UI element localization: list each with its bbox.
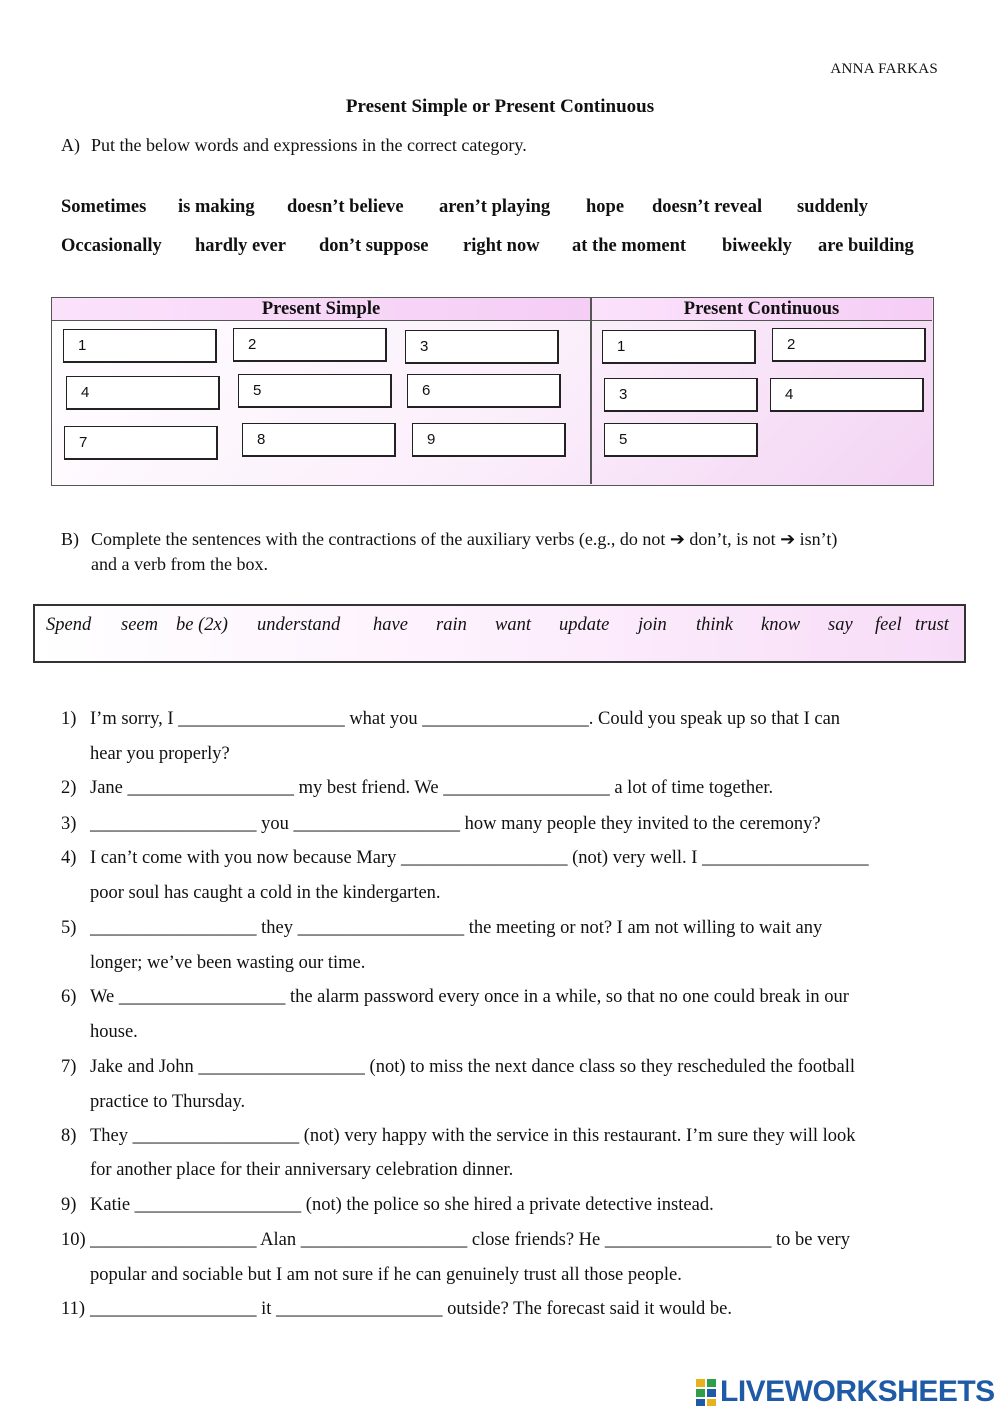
column-divider <box>590 298 592 484</box>
verb-item: be (2x) <box>176 615 228 635</box>
sentence-number: 9) <box>61 1195 77 1215</box>
sentence-number: 3) <box>61 814 77 834</box>
sentence-number: 6) <box>61 987 77 1007</box>
verb-item: want <box>495 615 531 635</box>
liveworksheets-logo-icon <box>696 1377 718 1407</box>
verb-item: understand <box>257 615 341 635</box>
sentence-text: Jake and John __________________ (not) to miss the next dance class so they rescheduled the football <box>90 1057 856 1077</box>
present-simple-header: Present Simple <box>52 298 591 321</box>
word-item: aren’t playing <box>439 197 551 217</box>
sentence-text: __________________ they __________________ the meeting or not? I am not willing to wait any <box>90 918 823 938</box>
verb-item: have <box>373 615 408 635</box>
word-item: right now <box>463 236 540 256</box>
word-item: doesn’t reveal <box>652 197 763 217</box>
word-item: doesn’t believe <box>287 197 404 217</box>
present-simple-answer-box[interactable]: 8 <box>242 423 396 457</box>
word-item: hope <box>586 197 625 217</box>
sentence-text: Jane __________________ my best friend. We __________________ a lot of time together. <box>90 778 774 798</box>
verb-item: trust <box>915 615 949 635</box>
section-b-instruction <box>61 527 941 577</box>
sentence-7-continued: practice to Thursday. <box>90 1092 246 1112</box>
sentence-text: I’m sorry, I __________________ what you __________________. Could you speak up so that I can <box>90 709 841 729</box>
sentence-4-continued: poor soul has caught a cold in the kindergarten. <box>90 883 441 903</box>
sentence-8-continued: for another place for their anniversary celebration dinner. <box>90 1160 514 1180</box>
sentence-text: We __________________ the alarm password every once in a while, so that no one could break in our <box>90 987 849 1007</box>
sentence-text: They __________________ (not) very happy with the service in this restaurant. I’m sure they will look <box>90 1126 856 1146</box>
sentence-number: 11) <box>61 1299 85 1319</box>
section-b-text-line1: Complete the sentences with the contractions of the auxiliary verbs (e.g., do not ➔ don’t, is not ➔ isn’t) <box>91 529 838 549</box>
word-bank-row-2 <box>61 236 941 260</box>
sentence-number: 1) <box>61 709 77 729</box>
present-continuous-answer-box[interactable]: 5 <box>604 423 758 457</box>
present-continuous-answer-box[interactable]: 4 <box>770 378 924 412</box>
word-item: at the moment <box>572 236 687 256</box>
section-a-instruction <box>61 133 941 158</box>
verb-item: join <box>638 615 667 635</box>
author-name: ANNA FARKAS <box>830 61 938 77</box>
verb-item: update <box>559 615 610 635</box>
word-item: hardly ever <box>195 236 286 256</box>
present-continuous-header: Present Continuous <box>591 298 932 321</box>
present-simple-answer-box[interactable]: 1 <box>63 329 217 363</box>
present-simple-answer-box[interactable]: 4 <box>66 376 220 410</box>
word-item: Occasionally <box>61 236 162 256</box>
word-bank-row-1 <box>61 197 941 221</box>
section-b-text-line2: and a verb from the box. <box>91 554 268 574</box>
liveworksheets-logo-text: LIVEWORKSHEETS <box>720 1375 995 1408</box>
section-a-text: Put the below words and expressions in the correct category. <box>91 135 527 155</box>
present-simple-answer-box[interactable]: 2 <box>233 328 387 362</box>
word-item: suddenly <box>797 197 868 217</box>
sentence-text: I can’t come with you now because Mary __________________ (not) very well. I __________________ <box>90 848 869 868</box>
word-item: are building <box>818 236 914 256</box>
verb-item: rain <box>436 615 467 635</box>
present-continuous-answer-box[interactable]: 1 <box>602 330 756 364</box>
word-item: Sometimes <box>61 197 147 217</box>
present-continuous-answer-box[interactable]: 2 <box>772 328 926 362</box>
present-simple-answer-box[interactable]: 5 <box>238 374 392 408</box>
section-a-label: A) <box>61 135 80 155</box>
sentence-number: 2) <box>61 778 77 798</box>
present-simple-answer-box[interactable]: 3 <box>405 330 559 364</box>
present-simple-answer-box[interactable]: 7 <box>64 426 218 460</box>
sentence-text: __________________ it __________________ outside? The forecast said it would be. <box>90 1299 732 1319</box>
verb-item: seem <box>121 615 158 635</box>
page-title: Present Simple or Present Continuous <box>345 96 655 117</box>
word-item: is making <box>178 197 255 217</box>
sentence-number: 4) <box>61 848 77 868</box>
sentence-5-continued: longer; we’ve been wasting our time. <box>90 953 366 973</box>
sentence-10-continued: popular and sociable but I am not sure if he can genuinely trust all those people. <box>90 1265 682 1285</box>
verb-box <box>33 604 966 663</box>
sentence-number: 8) <box>61 1126 77 1146</box>
verb-item: feel <box>875 615 902 635</box>
category-table <box>51 297 934 486</box>
verb-item: say <box>828 615 853 635</box>
word-item: biweekly <box>722 236 792 256</box>
sentence-1-continued: hear you properly? <box>90 744 230 764</box>
present-continuous-answer-box[interactable]: 3 <box>604 378 758 412</box>
verb-item: Spend <box>46 615 92 635</box>
sentence-text: __________________ you __________________ how many people they invited to the ceremony? <box>90 814 821 834</box>
sentence-text: __________________ Alan __________________ close friends? He __________________ to be very <box>90 1230 850 1250</box>
word-item: don’t suppose <box>319 236 429 256</box>
section-b-label: B) <box>61 529 79 549</box>
present-simple-answer-box[interactable]: 9 <box>412 423 566 457</box>
sentence-number: 7) <box>61 1057 77 1077</box>
sentence-number: 10) <box>61 1230 86 1250</box>
verb-item: know <box>761 615 801 635</box>
sentence-number: 5) <box>61 918 77 938</box>
verb-item: think <box>696 615 733 635</box>
sentence-6-continued: house. <box>90 1022 138 1042</box>
sentence-text: Katie __________________ (not) the police so she hired a private detective instead. <box>90 1195 714 1215</box>
present-simple-answer-box[interactable]: 6 <box>407 374 561 408</box>
